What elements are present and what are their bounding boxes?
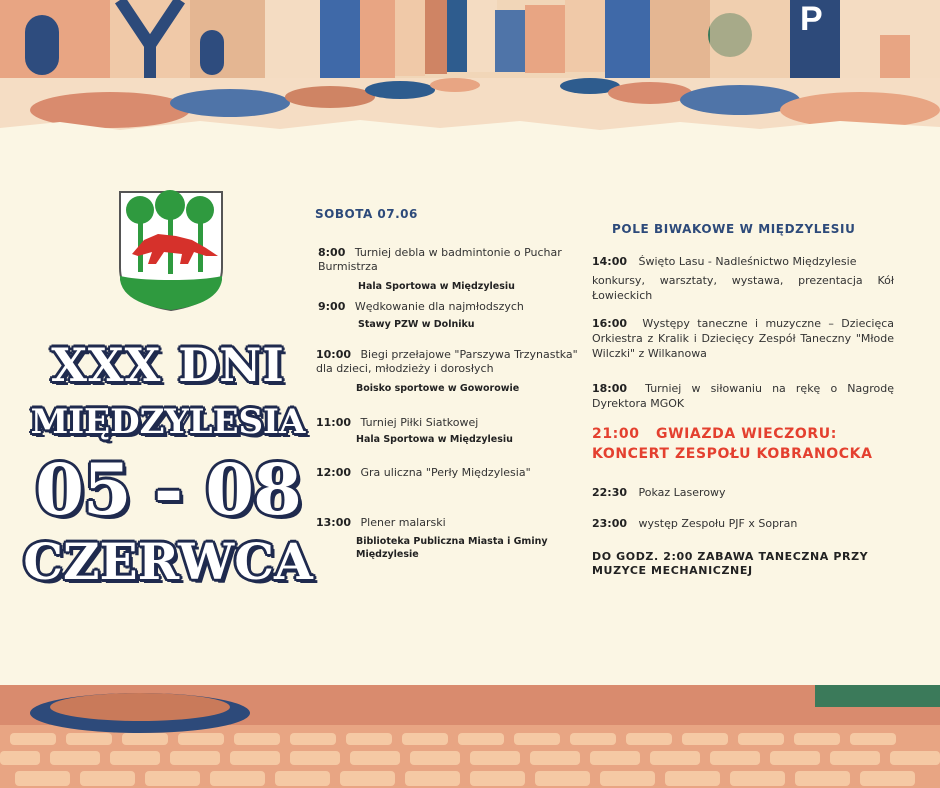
event-time: 18:00 [592,382,628,395]
event-text: Wędkowanie dla najmłodszych [354,300,524,313]
late-night-party: DO GODZ. 2:00 ZABAWA TANECZNA PRZY MUZYCE MECHANICZNEJ [592,550,869,577]
title-month: CZERWCA [23,532,313,591]
event-item [592,316,894,361]
event-item [316,466,584,480]
event-extra: konkursy, warsztaty, wystawa, prezentacja Kół Łowieckich [592,274,894,302]
event-item [592,381,894,411]
event-time: 14:00 [592,255,628,268]
cobblestone-footer [0,685,940,788]
event-time: 22:30 [592,486,628,499]
event-text: Turniej w siłowaniu na rękę o Nagrodę Dyrektora MGOK [592,382,895,410]
title-edition: XXX DNI [51,338,285,392]
event-text: Występy taneczne i muzyczne – Dziecięca Orkiestra z Kralik i Dziecięcy Zespół Taneczny "Młode Wilczki" z Wilkanowa [592,317,894,360]
event-time: 13:00 [316,516,352,529]
headline-line: 21:00 GWIAZDA WIECZORU: [592,426,837,442]
event-item [592,516,894,531]
event-item [316,348,584,396]
event-location: Biblioteka Publiczna Miasta i Gminy Międzylesie [356,536,548,560]
event-text: Turniej debla w badmintonie o Puchar Burmistrza [318,246,562,273]
event-time: 9:00 [318,300,346,313]
event-text: Gra uliczna "Perły Międzylesia" [360,466,531,479]
event-text: Turniej Piłki Siatkowej [360,416,479,429]
event-time: 8:00 [318,246,346,259]
event-item [318,300,586,332]
event-text: Plener malarski [360,516,446,529]
event-item [318,246,586,294]
coat-of-arms-icon [118,190,224,312]
event-item [592,254,894,303]
event-text: Święto Lasu - Nadleśnictwo Międzylesie [638,255,857,268]
saturday-heading: SOBOTA 07.06 [315,207,418,221]
event-location: Hala Sportowa w Międzylesiu [356,434,513,445]
event-location: Stawy PZW w Dolniku [358,319,475,330]
event-item [316,416,584,447]
headline-concert [592,424,922,464]
event-time: 23:00 [592,517,628,530]
event-time: 10:00 [316,348,352,361]
town-street-banner [0,0,940,135]
venue-heading: POLE BIWAKOWE W MIĘDZYLESIU [612,222,856,236]
title-town: MIĘDZYLESIA [30,402,306,442]
event-text: Pokaz Laserowy [638,486,726,499]
event-location: Boisko sportowe w Goworowie [356,383,520,394]
event-item [316,516,584,561]
event-text: występ Zespołu PJF x Sopran [638,517,798,530]
event-time: 11:00 [316,416,352,429]
event-item [592,485,894,500]
event-location: Hala Sportowa w Międzylesiu [358,281,515,292]
svg-text:P: P [800,0,823,38]
headline-line: KONCERT ZESPOŁU KOBRANOCKA [592,446,873,462]
event-text: Biegi przełajowe "Parszywa Trzynastka" dla dzieci, młodzieży i dorosłych [316,348,578,375]
title-dates: 05 - 08 [35,448,301,531]
event-time: 12:00 [316,466,352,479]
event-time: 16:00 [592,317,628,330]
